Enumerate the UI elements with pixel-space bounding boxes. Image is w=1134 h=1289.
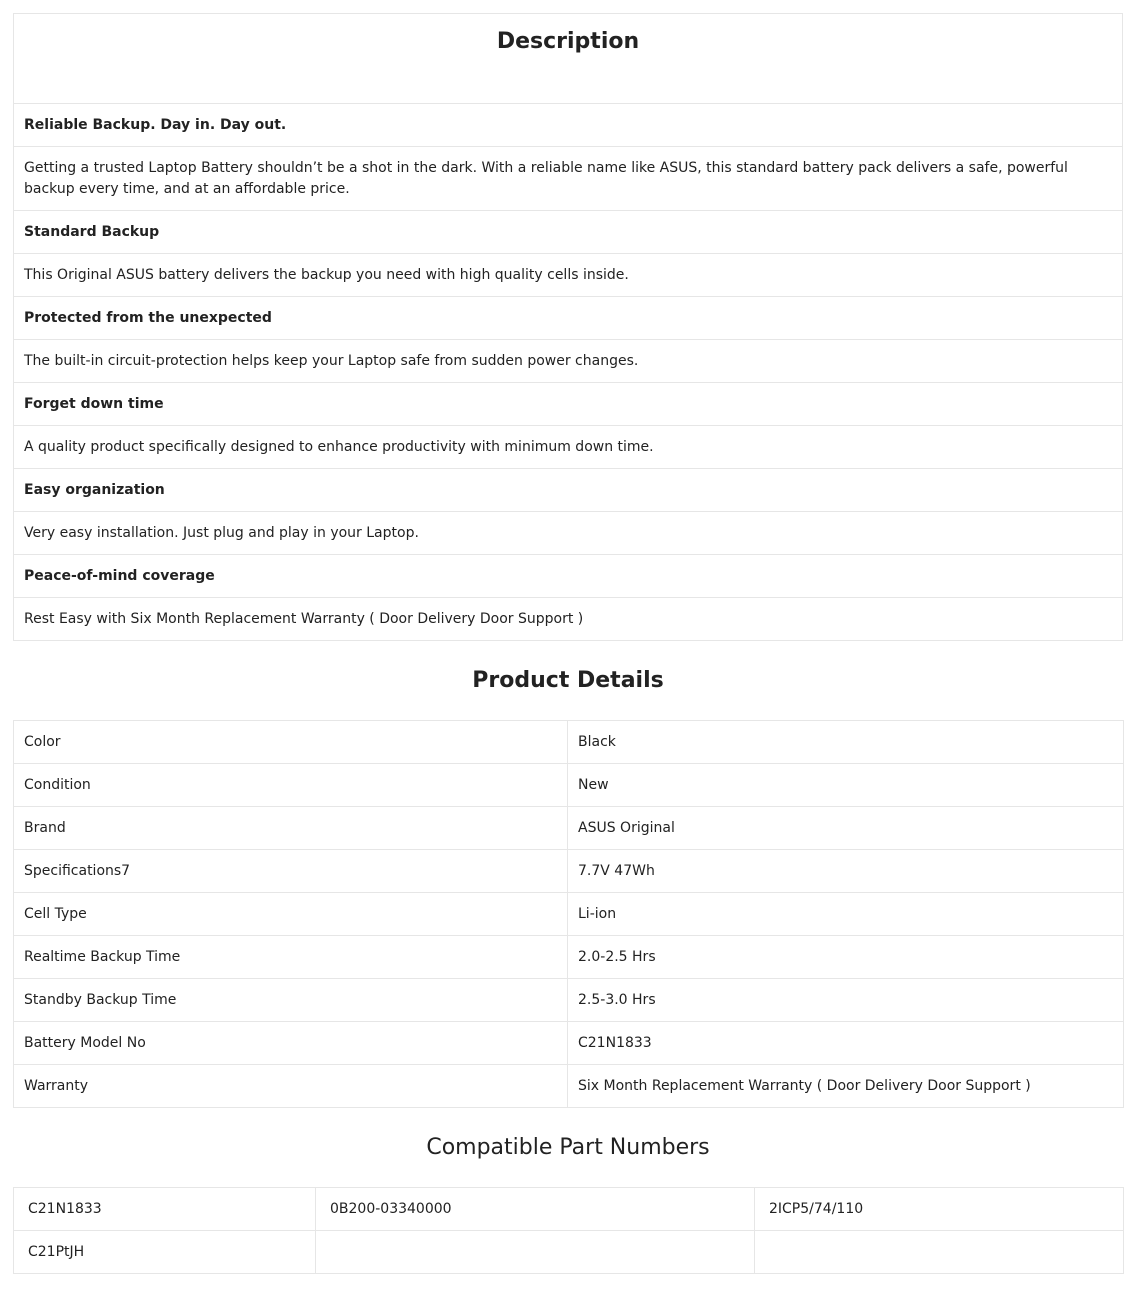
section-text: Rest Easy with Six Month Replacement Warranty ( Door Delivery Door Support ): [14, 598, 1123, 641]
detail-value: 2.0-2.5 Hrs: [568, 936, 1124, 979]
table-row: [14, 1188, 1124, 1231]
detail-value: Six Month Replacement Warranty ( Door Delivery Door Support ): [568, 1065, 1124, 1108]
detail-label: Battery Model No: [14, 1022, 568, 1065]
detail-value: 2.5-3.0 Hrs: [568, 979, 1124, 1022]
table-row: [14, 764, 1124, 807]
section-heading: Protected from the unexpected: [14, 297, 1123, 340]
part-number: C21N1833: [14, 1188, 316, 1231]
detail-value: ASUS Original: [568, 807, 1124, 850]
product-details-title: Product Details: [472, 667, 664, 693]
description-title-cell: [14, 14, 1123, 104]
product-details-header: [13, 641, 1123, 720]
table-row: [14, 936, 1124, 979]
section-text: Getting a trusted Laptop Battery shouldn’t be a shot in the dark. With a reliable name like ASUS, this standard battery pack delivers a safe, powerful backup every time, and at an affordable price.: [14, 147, 1123, 211]
detail-value: New: [568, 764, 1124, 807]
table-row: [14, 721, 1124, 764]
part-number: 0B200-03340000: [316, 1188, 755, 1231]
section-text: Very easy installation. Just plug and play in your Laptop.: [14, 512, 1123, 555]
description-title: Description: [496, 29, 640, 54]
detail-label: Standby Backup Time: [14, 979, 568, 1022]
detail-value: Black: [568, 721, 1124, 764]
detail-value: C21N1833: [568, 1022, 1124, 1065]
part-number: [755, 1231, 1124, 1274]
section-heading: Reliable Backup. Day in. Day out.: [14, 104, 1123, 147]
product-details-table: [13, 720, 1124, 1108]
detail-label: Brand: [14, 807, 568, 850]
description-table: [13, 13, 1123, 641]
table-row: [14, 1022, 1124, 1065]
table-row: [14, 1065, 1124, 1108]
table-row: [14, 979, 1124, 1022]
detail-label: Realtime Backup Time: [14, 936, 568, 979]
section-heading: Standard Backup: [14, 211, 1123, 254]
section-heading: Peace-of-mind coverage: [14, 555, 1123, 598]
detail-value: 7.7V 47Wh: [568, 850, 1124, 893]
detail-label: Color: [14, 721, 568, 764]
table-row: [14, 807, 1124, 850]
detail-label: Specifications7: [14, 850, 568, 893]
part-number: 2ICP5/74/110: [755, 1188, 1124, 1231]
table-row: [14, 1231, 1124, 1274]
compatible-parts-table: [13, 1187, 1124, 1274]
detail-label: Cell Type: [14, 893, 568, 936]
part-number: C21PtJH: [14, 1231, 316, 1274]
compatible-parts-title: Compatible Part Numbers: [426, 1134, 710, 1160]
section-heading: Easy organization: [14, 469, 1123, 512]
detail-value: Li-ion: [568, 893, 1124, 936]
section-text: A quality product specifically designed to enhance productivity with minimum down time.: [14, 426, 1123, 469]
section-text: The built-in circuit-protection helps keep your Laptop safe from sudden power changes.: [14, 340, 1123, 383]
table-row: [14, 893, 1124, 936]
compatible-parts-header: [13, 1108, 1123, 1187]
part-number: [316, 1231, 755, 1274]
section-text: This Original ASUS battery delivers the backup you need with high quality cells inside.: [14, 254, 1123, 297]
table-row: [14, 850, 1124, 893]
section-heading: Forget down time: [14, 383, 1123, 426]
detail-label: Warranty: [14, 1065, 568, 1108]
detail-label: Condition: [14, 764, 568, 807]
